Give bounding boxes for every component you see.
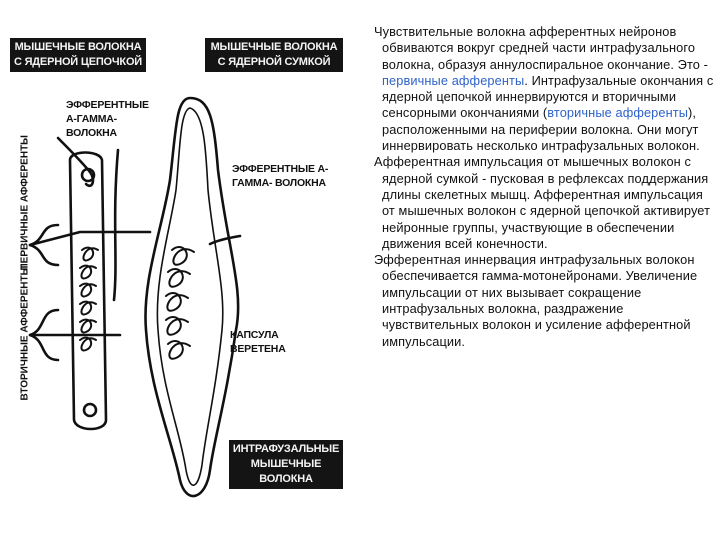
spindle-capsule — [145, 98, 238, 496]
label-intrafusal: ИНТРАФУЗАЛЬНЫЕ МЫШЕЧНЫЕ ВОЛОКНА — [229, 440, 343, 489]
primary-afferent-fiber — [30, 232, 150, 245]
label-primary-afferents: ПЕРВИЧНЫЕ АФФЕРЕНТЫ — [19, 135, 31, 271]
chain-fiber-outline — [70, 153, 106, 430]
p1-part-a: Чувствительные волокна афферентных нейронов обвиваются вокруг средней части интрафузального волокна, образуя аннулоспиральное окончание. Это - — [374, 24, 709, 72]
p1-highlight-primary: первичные афференты — [382, 72, 525, 88]
paragraph-3: Эфферентная иннервация интрафузальных волокон обеспечивается гамма-мотонейронами. Увеличение импульсации от них вызывает сокращение интрафузальных волокна, раздражение чувствительных волокон и усиление афферентной импульсации. — [374, 252, 698, 349]
label-efferent-left: ЭФФЕРЕНТНЫЕ А-ГАММА- ВОЛОКНА — [66, 99, 149, 139]
p1-part-b: . Интрафузальные окончания с ядерной цепочкой иннервируются и вторичными сенсорными окончаниями ( — [382, 72, 714, 121]
chain-end-nucleus-bottom — [84, 404, 96, 416]
p1-part-c: ), расположенными на периферии волокна. Они могут иннервировать несколько интрафузальных волокон. — [382, 105, 700, 154]
label-chain-fibers: МЫШЕЧНЫЕ ВОЛОКНА С ЯДЕРНОЙ ЦЕПОЧКОЙ — [10, 38, 146, 72]
label-efferent-right: ЭФФЕРЕНТНЫЕ А-ГАММА- ВОЛОКНА — [232, 163, 329, 189]
efferent-fiber-left — [58, 138, 93, 186]
paragraph-1 — [368, 24, 716, 154]
label-capsule: КАПСУЛА ВЕРЕТЕНА — [230, 329, 286, 355]
label-bag-fibers: МЫШЕЧНЫЕ ВОЛОКНА С ЯДЕРНОЙ СУМКОЙ — [205, 38, 343, 72]
p1-highlight-secondary: вторичные афференты — [547, 105, 689, 121]
label-secondary-afferents: ВТОРИЧНЫЕ АФФЕРЕНТЫ — [19, 265, 31, 401]
bag-coils — [166, 247, 194, 359]
paragraph-2: Афферентная импульсация от мышечных волокон с ядерной сумкой - пусковая в рефлексах поддержания длины скелетных мышц. Афферентная импульсация от мышечных волокон с ядерной цепочкой активирует нейронные группы, участвующие в обеспечении движения всей конечности. — [374, 154, 711, 251]
text-panel — [368, 24, 716, 350]
efferent-fiber-left-2 — [114, 150, 118, 300]
